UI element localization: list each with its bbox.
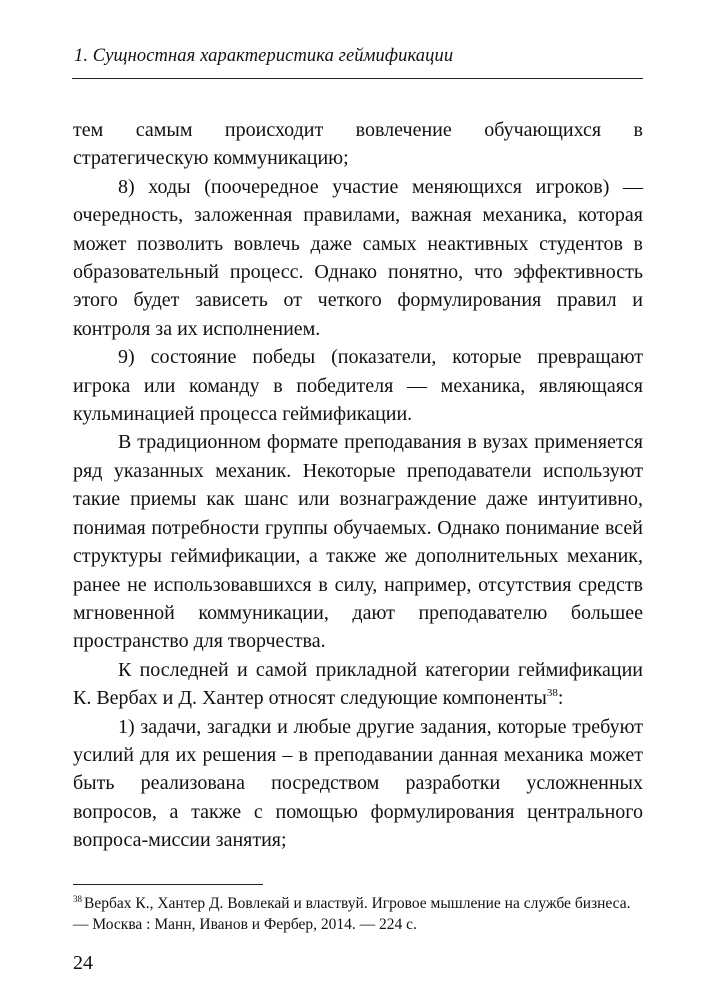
paragraph-item-8: 8) ходы (поочередное участие меняющихся игроков) — очередность, заложенная правилами, важная механика, которая может позволить вовлечь даже самых неактивных студентов в образовательный процесс. Однако понятно, что эффективность этого будет зависеть от четкого формулирования правил и контроля за их исполнением.: [73, 175, 643, 340]
footnote-rule: [73, 884, 263, 885]
main-text: [73, 116, 643, 855]
paragraph-item-1: 1) задачи, загадки и любые другие задания, которые требуют усилий для их решения – в преподавании данная механика может быть реализована посредством разработки усложненных вопросов, а также с помощью формулирования центрального вопроса-миссии занятия;: [73, 715, 643, 852]
footnote-text: Вербах К., Хантер Д. Вовлекай и властвуй. Игровое мышление на службе бизнеса. — Москва : Манн, Иванов и Фербер, 2014. — 224 с.: [73, 895, 631, 933]
footnote: [73, 893, 643, 935]
components-intro-end: :: [557, 687, 564, 710]
page-number: 24: [73, 952, 93, 974]
components-intro-text: К последней и самой прикладной категории геймификации К. Вербах и Д. Хантер относят следующие компоненты: [73, 658, 643, 710]
paragraph-continuation: тем самым происходит вовлечение обучающихся в стратегическую коммуникацию;: [73, 119, 643, 170]
footnote-reference[interactable]: 38: [546, 687, 558, 700]
paragraph-item-9: 9) состояние победы (показатели, которые превращают игрока или команду в победителя — механика, являющаяся кульминацией процесса геймификации.: [73, 346, 643, 426]
footnote-mark: 38: [73, 894, 82, 904]
paragraph-traditional-format: В традиционном формате преподавания в вузах применяется ряд указанных механик. Некоторые преподаватели используют такие приемы как шанс или вознаграждение даже интуитивно, понимая потребности группы обучаемых. Однако понимание всей структуры геймификации, а также же дополнительных механик, ранее не использовавшихся в силу, например, отсутствия средств мгновенной коммуникации, дают преподавателю большее пространство для творчества.: [73, 431, 643, 653]
paragraph-components-intro: [73, 656, 643, 713]
running-header: 1. Сущностная характеристика геймификации: [74, 46, 454, 66]
header-rule: [72, 78, 643, 79]
